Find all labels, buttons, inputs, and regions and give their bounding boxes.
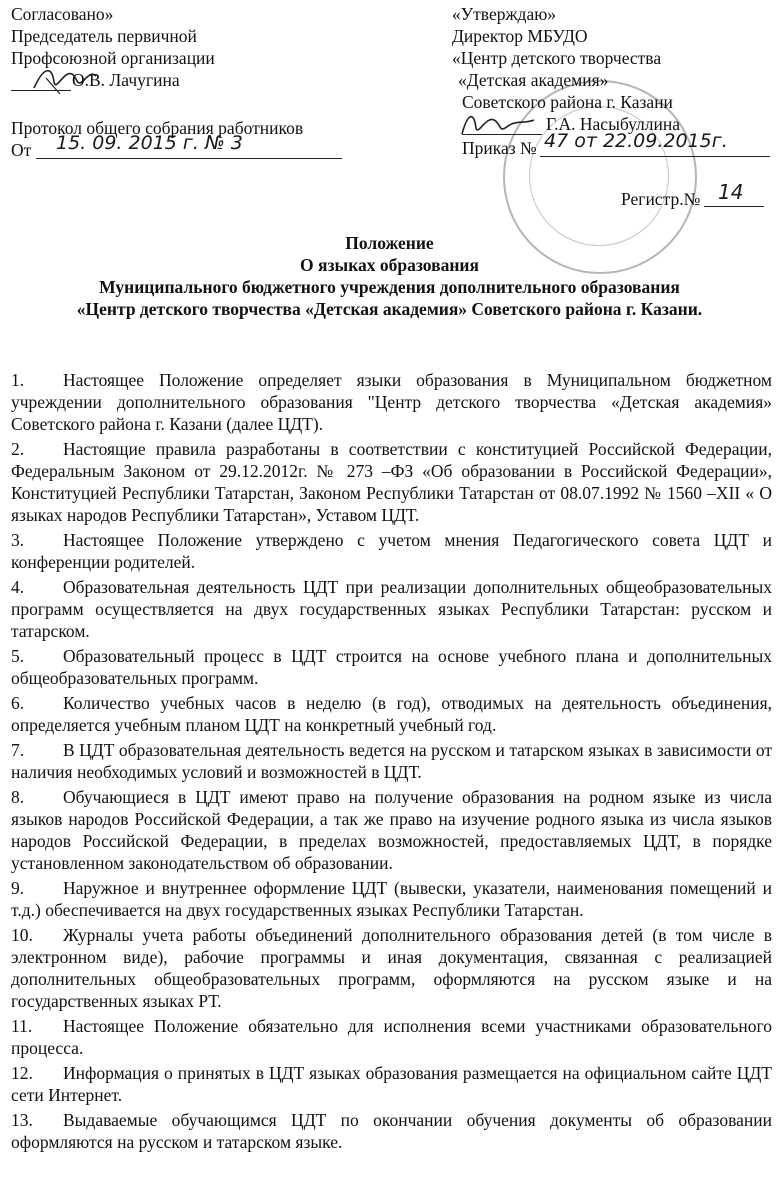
item-number: 12. bbox=[11, 1063, 33, 1083]
list-item bbox=[11, 924, 772, 1012]
title-line-1: Положение bbox=[345, 233, 434, 253]
item-number: 7. bbox=[11, 740, 25, 760]
right-signer-name: Г.А. Насыбуллина bbox=[546, 114, 681, 134]
left-signer-name: О.В. Лачугина bbox=[72, 70, 180, 90]
right-signature-line bbox=[462, 134, 542, 135]
list-item bbox=[11, 576, 772, 642]
right-position-line2: «Центр детского творчества bbox=[452, 48, 662, 68]
item-text: Обучающиеся в ЦДТ имеют право на получение образования на родном языке из числа языков народов Российской Федерации, а так же право на изучение родного языка из числа языков народов Российской Федерации, в пределах возможностей, предоставляемых ЦДТ, в порядке установленном законодательством об образовании. bbox=[11, 787, 772, 873]
registry-prefix: Регистр.№ bbox=[621, 189, 701, 209]
title-line-3: Муниципального бюджетного учреждения дополнительного образования bbox=[99, 277, 680, 297]
right-order-line bbox=[540, 156, 770, 157]
item-number: 8. bbox=[11, 787, 25, 807]
item-number: 9. bbox=[11, 878, 25, 898]
right-position-line3: «Детская академия» bbox=[458, 70, 609, 90]
right-order-prefix: Приказ № bbox=[462, 138, 537, 158]
right-approve-label: «Утверждаю» bbox=[452, 4, 557, 24]
document-title bbox=[0, 232, 779, 320]
title-line-4: «Центр детского творчества «Детская академия» Советского района г. Казани. bbox=[76, 299, 703, 319]
right-position-line4: Советского района г. Казани bbox=[462, 92, 673, 112]
item-text: Количество учебных часов в неделю (в год), отводимых на деятельность объединения, определяется учебным планом ЦДТ на конкретный учебный год. bbox=[11, 693, 772, 735]
registry-line bbox=[704, 206, 764, 207]
list-item bbox=[11, 529, 772, 573]
item-text: Образовательная деятельность ЦДТ при реализации дополнительных общеобразовательных программ осуществляется на двух государственных языках Республики Татарстан: русском и татарском. bbox=[11, 577, 772, 641]
left-position-line2: Профсоюзной организации bbox=[11, 48, 215, 68]
left-agreed-label: Согласовано» bbox=[11, 4, 114, 24]
title-line-2: О языках образования bbox=[300, 255, 479, 275]
item-text: В ЦДТ образовательная деятельность ведется на русском и татарском языках в зависимости от наличия необходимых условий и возможностей в ЦДТ. bbox=[11, 740, 772, 782]
list-item bbox=[11, 1015, 772, 1059]
item-number: 5. bbox=[11, 646, 25, 666]
left-date-line bbox=[36, 158, 342, 159]
left-date-prefix: От bbox=[11, 140, 32, 160]
item-text: Журналы учета работы объединений дополнительного образования детей (в том числе в электронном виде), рабочие программы и иная документация, связанная с реализацией дополнительных общеобразовательных программ, оформляются на русском языке и на государственных языках РТ. bbox=[11, 925, 772, 1011]
item-number: 3. bbox=[11, 530, 25, 550]
list-item bbox=[11, 645, 772, 689]
list-item bbox=[11, 786, 772, 874]
list-item bbox=[11, 1109, 772, 1153]
left-position-line1: Председатель первичной bbox=[11, 26, 197, 46]
item-text: Наружное и внутреннее оформление ЦДТ (вывески, указатели, наименования помещений и т.д.) обеспечивается на двух государственных языках Республики Татарстан. bbox=[11, 878, 772, 920]
item-text: Образовательный процесс в ЦДТ строится на основе учебного плана и дополнительных общеобразовательных программ. bbox=[11, 646, 772, 688]
item-number: 1. bbox=[11, 370, 25, 390]
item-text: Настоящее Положение утверждено с учетом мнения Педагогического совета ЦДТ и конференции родителей. bbox=[11, 530, 772, 572]
list-item bbox=[11, 692, 772, 736]
list-item bbox=[11, 369, 772, 435]
right-handwritten-order: 47 от 22.09.2015г. bbox=[544, 130, 728, 152]
item-text: Информация о принятых в ЦДТ языках образования размещается на официальном сайте ЦДТ сети Интернет. bbox=[11, 1063, 772, 1105]
item-text: Настоящее Положение обязательно для исполнения всеми участниками образовательного процесса. bbox=[11, 1016, 772, 1058]
item-number: 6. bbox=[11, 693, 25, 713]
left-protocol-label: Протокол общего собрания работников bbox=[11, 118, 304, 138]
item-number: 10. bbox=[11, 925, 33, 945]
registry-handwritten-number: 14 bbox=[718, 180, 744, 204]
right-position-line1: Директор МБУДО bbox=[452, 26, 588, 46]
list-item bbox=[11, 438, 772, 526]
item-number: 2. bbox=[11, 439, 25, 459]
item-number: 13. bbox=[11, 1110, 33, 1130]
document-body bbox=[11, 369, 772, 1156]
list-item bbox=[11, 877, 772, 921]
item-number: 11. bbox=[11, 1016, 33, 1036]
list-item bbox=[11, 1062, 772, 1106]
left-handwritten-date: 15. 09. 2015 г. № 3 bbox=[56, 132, 243, 154]
list-item bbox=[11, 739, 772, 783]
item-text: Настоящее Положение определяет языки образования в Муниципальном бюджетном учреждении дополнительного образования "Центр детского творчества «Детская академия» Советского района г. Казани (далее ЦДТ). bbox=[11, 370, 772, 434]
item-number: 4. bbox=[11, 577, 25, 597]
item-text: Настоящие правила разработаны в соответствии с конституцией Российской Федерации, Федеральным Законом от 29.12.2012г. № 273 –ФЗ «Об образовании в Российской Федерации», Конституцией Республики Татарстан, Законом Республики Татарстан от 08.07.1992 № 1560 –XII « О языках народов Республики Татарстан», Уставом ЦДТ. bbox=[11, 439, 772, 525]
item-text: Выдаваемые обучающимся ЦДТ по окончании обучения документы об образовании оформляются на русском и татарском языке. bbox=[11, 1110, 772, 1152]
